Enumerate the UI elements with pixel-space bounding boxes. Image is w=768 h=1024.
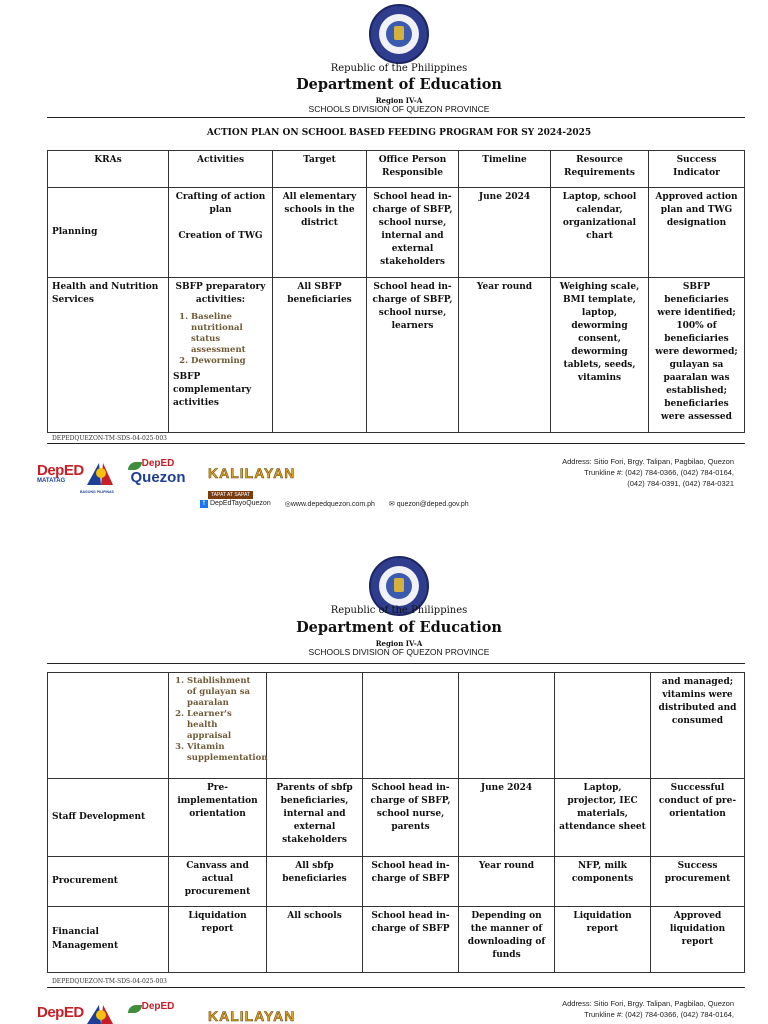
target-cell: All elementary schools in the district — [273, 188, 367, 278]
division-label: SCHOOLS DIVISION OF QUEZON PROVINCE — [308, 104, 490, 114]
resources-cell: Liquidation report — [555, 907, 651, 973]
website-link[interactable]: ◎www.depedquezon.com.ph — [284, 501, 375, 508]
footer-rule — [47, 987, 745, 988]
address-block — [562, 999, 734, 1021]
column-header: Resource Requirements — [551, 151, 649, 188]
activity-cell: Liquidation report — [169, 907, 267, 973]
kalilayan-logo: KALILAYAN — [208, 1008, 296, 1024]
list-item: 2. Deworming — [191, 356, 268, 367]
republic-label: Republic of the Philippines — [330, 63, 468, 74]
deped-matatag-logo: DepED — [37, 1004, 84, 1021]
activity-cell — [169, 278, 273, 433]
timeline-cell: June 2024 — [459, 188, 551, 278]
bagong-pilipinas-logo — [85, 459, 115, 487]
email-link[interactable]: ✉ quezon@deped.gov.ph — [388, 501, 469, 508]
column-header: Activities — [169, 151, 273, 188]
header-rule — [47, 663, 745, 664]
table-row — [48, 673, 745, 779]
department-title: Department of Education — [296, 619, 502, 636]
activity-item: Creation of TWG — [178, 231, 263, 242]
indicator-cell: and managed; vitamins were distributed and consumed — [651, 673, 745, 779]
kra-cell — [48, 673, 169, 779]
office-cell — [363, 673, 459, 779]
table-row — [48, 907, 745, 973]
header-rule — [47, 117, 745, 118]
document-title: ACTION PLAN ON SCHOOL BASED FEEDING PROGRAM FOR SY 2024-2025 — [206, 128, 592, 138]
column-header: KRAs — [48, 151, 169, 188]
list-item: 2. Learner's health appraisal — [187, 709, 262, 742]
table-row — [48, 857, 745, 907]
address-line: Address: Sitio Fori, Brgy. Talipan, Pagbilao, Quezon — [562, 457, 734, 466]
column-header: Timeline — [459, 151, 551, 188]
trunkline-line: Trunkline #: (042) 784-0366, (042) 784-0164, — [584, 1009, 734, 1019]
envelope-icon: ✉ — [388, 501, 395, 508]
timeline-cell: Depending on the manner of downloading of funds — [459, 907, 555, 973]
table-row — [48, 188, 745, 278]
column-header: Target — [273, 151, 367, 188]
activity-heading: SBFP preparatory activities: — [175, 282, 266, 306]
footer-rule — [47, 443, 745, 444]
division-label: SCHOOLS DIVISION OF QUEZON PROVINCE — [308, 647, 490, 657]
column-header: Office Person Responsible — [367, 151, 459, 188]
target-cell — [267, 673, 363, 779]
kra-cell: Health and Nutrition Services — [48, 278, 169, 433]
kalilayan-logo: KALILAYAN TAPAT AT SAPAT — [208, 465, 296, 498]
office-cell: School head in-charge of SBFP, school nurse, learners — [367, 278, 459, 433]
deped-quezon-logo: DepED — [126, 1001, 190, 1024]
action-plan-table — [47, 150, 745, 433]
target-cell: All sbfp beneficiaries — [267, 857, 363, 907]
action-plan-table-continued — [47, 672, 745, 973]
activity-cell: Canvass and actual procurement — [169, 857, 267, 907]
table-header-row — [48, 151, 745, 188]
activity-list — [173, 312, 268, 367]
social-links — [200, 500, 469, 508]
timeline-cell: June 2024 — [459, 779, 555, 857]
office-cell: School head in-charge of SBFP, school nurse, parents — [363, 779, 459, 857]
bagong-pilipinas-label: BAGONG PILIPINAS — [80, 490, 114, 494]
activity-item: Crafting of action plan — [175, 192, 266, 216]
column-header: Success Indicator — [649, 151, 745, 188]
indicator-cell: Success procurement — [651, 857, 745, 907]
globe-icon: ◎ — [284, 501, 291, 508]
timeline-cell: Year round — [459, 278, 551, 433]
list-item: 1. Stablishment of gulayan sa paaralan — [187, 676, 262, 709]
timeline-cell: Year round — [459, 857, 555, 907]
region-label: Region IV-A — [375, 639, 423, 648]
table-row — [48, 779, 745, 857]
region-label: Region IV-A — [375, 96, 423, 105]
trunkline-line: Trunkline #: (042) 784-0366, (042) 784-0164, — [584, 467, 734, 477]
resources-cell: Weighing scale, BMI template, laptop, deworming consent, deworming tablets, seeds, vitamins — [551, 278, 649, 433]
activity-list — [169, 676, 268, 764]
facebook-icon: f — [200, 500, 208, 508]
kra-cell: Planning — [48, 188, 169, 278]
kra-cell: Procurement — [48, 857, 169, 907]
office-cell: School head in-charge of SBFP, school nurse, internal and external stakeholders — [367, 188, 459, 278]
resources-cell — [555, 673, 651, 779]
target-cell: All SBFP beneficiaries — [273, 278, 367, 433]
document-code: DEPEDQUEZON-TM-SDS-04-025-003 — [52, 435, 167, 442]
target-cell: All schools — [267, 907, 363, 973]
list-item: 1. Baseline nutritional status assessment — [191, 312, 268, 356]
activity-cell — [169, 673, 267, 779]
list-item: 3. Vitamin supplementation — [187, 742, 262, 764]
resources-cell: Laptop, projector, IEC materials, attendance sheet — [555, 779, 651, 857]
office-cell: School head in-charge of SBFP — [363, 857, 459, 907]
department-title: Department of Education — [296, 76, 502, 93]
resources-cell: Laptop, school calendar, organizational chart — [551, 188, 649, 278]
address-line: Address: Sitio Fori, Brgy. Talipan, Pagbilao, Quezon — [562, 999, 734, 1008]
table-row — [48, 278, 745, 433]
facebook-link[interactable]: f DepEdTayoQuezon — [200, 500, 271, 508]
activity-heading: SBFP complementary activities — [173, 372, 252, 409]
indicator-cell: Approved action plan and TWG designation — [649, 188, 745, 278]
activity-cell — [169, 188, 273, 278]
bagong-pilipinas-logo — [85, 1001, 115, 1024]
indicator-cell: SBFP beneficiaries were identified; 100% of beneficiaries were dewormed; gulayan sa paaralan was established; beneficiaries were assessed — [649, 278, 745, 433]
deped-matatag-logo: DepED MATATAG — [37, 462, 84, 484]
office-cell: School head in-charge of SBFP — [363, 907, 459, 973]
kra-cell: Financial Management — [48, 907, 169, 973]
target-cell: Parents of sbfp beneficiaries, internal and external stakeholders — [267, 779, 363, 857]
activity-cell: Pre-implementation orientation — [169, 779, 267, 857]
indicator-cell: Approved liquidation report — [651, 907, 745, 973]
document-code: DEPEDQUEZON-TM-SDS-04-025-003 — [52, 978, 167, 985]
resources-cell: NFP, milk components — [555, 857, 651, 907]
indicator-cell: Successful conduct of pre-orientation — [651, 779, 745, 857]
address-block — [562, 457, 734, 490]
republic-label: Republic of the Philippines — [330, 605, 468, 616]
trunkline-line: (042) 784-0391, (042) 784-0321 — [627, 478, 734, 488]
deped-seal — [369, 4, 429, 64]
timeline-cell — [459, 673, 555, 779]
deped-quezon-logo: DepED Quezon — [126, 458, 190, 492]
kra-cell: Staff Development — [48, 779, 169, 857]
